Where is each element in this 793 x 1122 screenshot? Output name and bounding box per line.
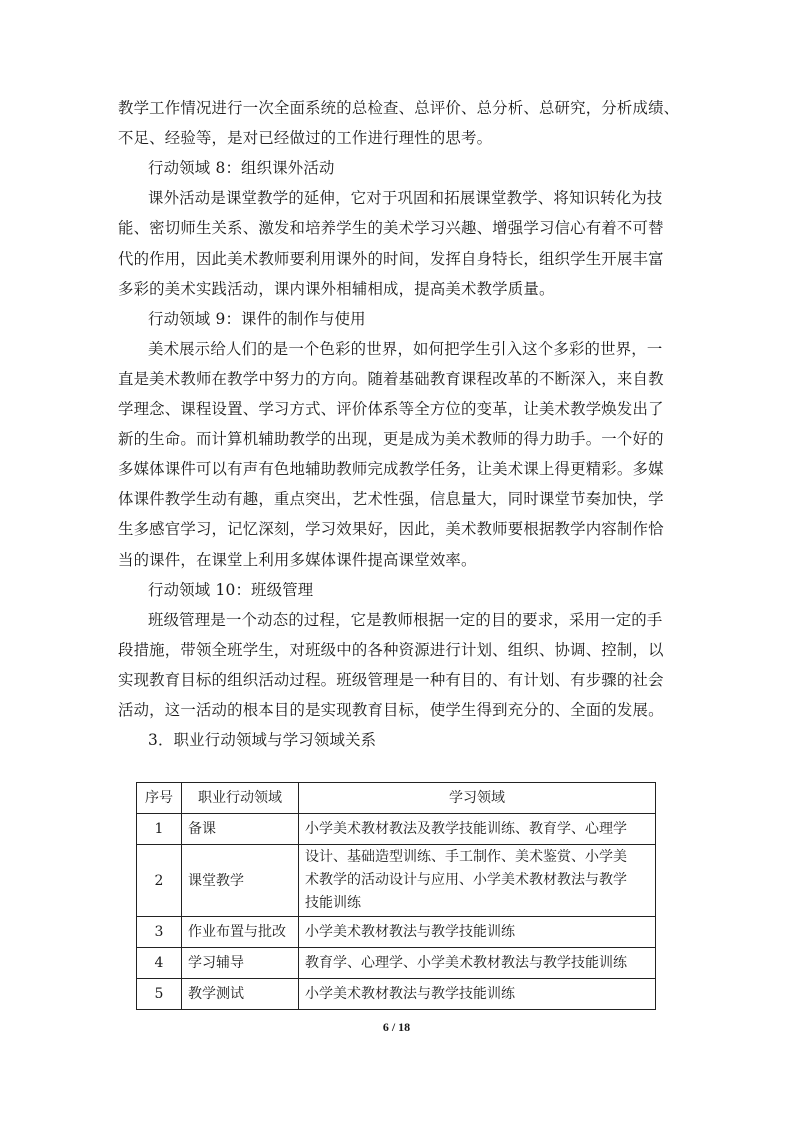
paragraph-line: 美术展示给人们的是一个色彩的世界，如何把学生引入这个多彩的世界，一 bbox=[148, 339, 663, 358]
action-area-cell: 教学测试 bbox=[182, 979, 299, 1010]
paragraph-line: 直是美术教师在教学中努力的方向。随着基础教育课程改革的不断深入，来自教 bbox=[118, 369, 664, 388]
table-header-row bbox=[137, 783, 656, 814]
section-heading: 行动领域 8：组织课外活动 bbox=[148, 159, 335, 178]
table-row bbox=[137, 948, 656, 979]
action-area-cell: 作业布置与批改 bbox=[182, 917, 299, 948]
paragraph-line: 多彩的美术实践活动，课内课外相辅相成，提高美术教学质量。 bbox=[118, 279, 555, 298]
paragraph-line: 活动，这一活动的根本目的是实现教育目标，使学生得到充分的、全面的发展。 bbox=[118, 701, 664, 719]
header-learning-area: 学习领域 bbox=[299, 783, 656, 814]
row-number: 3 bbox=[137, 917, 182, 948]
paragraph-line: 段措施，带领全班学生，对班级中的各种资源进行计划、组织、协调、控制，以 bbox=[118, 640, 664, 659]
learning-area-cell: 小学美术教材教法与教学技能训练 bbox=[299, 917, 656, 948]
table-row bbox=[137, 814, 656, 845]
paragraph-line: 不足、经验等，是对已经做过的工作进行理性的思考。 bbox=[118, 129, 493, 148]
row-number: 5 bbox=[137, 979, 182, 1010]
paragraph-line: 实现教育目标的组织活动过程。班级管理是一种有目的、有计划、有步骤的社会 bbox=[118, 670, 664, 689]
learning-area-cell: 小学美术教材教法及教学技能训练、教育学、心理学 bbox=[299, 814, 656, 845]
paragraph-line: 生多感官学习，记忆深刻，学习效果好，因此，美术教师要根据教学内容制作恰 bbox=[118, 520, 664, 539]
paragraph-line: 课外活动是课堂教学的延伸，它对于巩固和拓展课堂教学、将知识转化为技 bbox=[148, 189, 663, 208]
action-area-cell: 学习辅导 bbox=[182, 948, 299, 979]
paragraph-line: 新的生命。而计算机辅助教学的出现，更是成为美术教师的得力助手。一个好的 bbox=[118, 430, 664, 449]
paragraph-line: 班级管理是一个动态的过程，它是教师根据一定的目的要求，采用一定的手 bbox=[148, 610, 663, 629]
learning-area-line: 术教学的活动设计与应用、小学美术教材教法与教学 bbox=[305, 872, 627, 888]
row-number: 2 bbox=[137, 845, 182, 917]
section-heading: 行动领域 9：课件的制作与使用 bbox=[148, 309, 366, 328]
action-area-cell: 备课 bbox=[182, 814, 299, 845]
relationship-table bbox=[136, 782, 656, 1010]
table-row bbox=[137, 917, 656, 948]
action-area-cell: 课堂教学 bbox=[182, 845, 299, 917]
paragraph-line: 当的课件，在课堂上利用多媒体课件提高课堂效率。 bbox=[118, 550, 477, 569]
header-action-area: 职业行动领域 bbox=[182, 783, 299, 814]
learning-area-cell: 教育学、心理学、小学美术教材教法与教学技能训练 bbox=[299, 948, 656, 979]
paragraph-line: 能、密切师生关系、激发和培养学生的美术学习兴趣、增强学习信心有着不可替 bbox=[118, 219, 664, 238]
paragraph-line: 体课件教学生动有趣，重点突出，艺术性强，信息量大，同时课堂节奏加快，学 bbox=[118, 490, 664, 509]
row-number: 1 bbox=[137, 814, 182, 845]
section-heading: 行动领域 10：班级管理 bbox=[148, 580, 314, 599]
page-number: 6 / 18 bbox=[382, 1020, 411, 1034]
paragraph-line: 代的作用，因此美术教师要利用课外的时间，发挥自身特长，组织学生开展丰富 bbox=[118, 249, 664, 268]
row-number: 4 bbox=[137, 948, 182, 979]
learning-area-cell: 小学美术教材教法与教学技能训练 bbox=[299, 979, 656, 1010]
table-row bbox=[137, 845, 656, 917]
paragraph-line: 多媒体课件可以有声有色地辅助教师完成教学任务，让美术课上得更精彩。多媒 bbox=[118, 460, 664, 479]
table-row bbox=[137, 979, 656, 1010]
paragraph-line: 学理念、课程设置、学习方式、评价体系等全方位的变革，让美术教学焕发出了 bbox=[118, 400, 664, 418]
learning-area-line: 设计、基础造型训练、手工制作、美术鉴赏、小学美 bbox=[305, 849, 627, 865]
section-title: 3．职业行动领域与学习领域关系 bbox=[148, 731, 377, 750]
header-seq: 序号 bbox=[137, 783, 182, 814]
paragraph-line: 教学工作情况进行一次全面系统的总检查、总评价、总分析、总研究，分析成绩、 bbox=[118, 99, 680, 117]
learning-area-line: 技能训练 bbox=[305, 895, 361, 911]
learning-area-cell bbox=[299, 845, 656, 917]
